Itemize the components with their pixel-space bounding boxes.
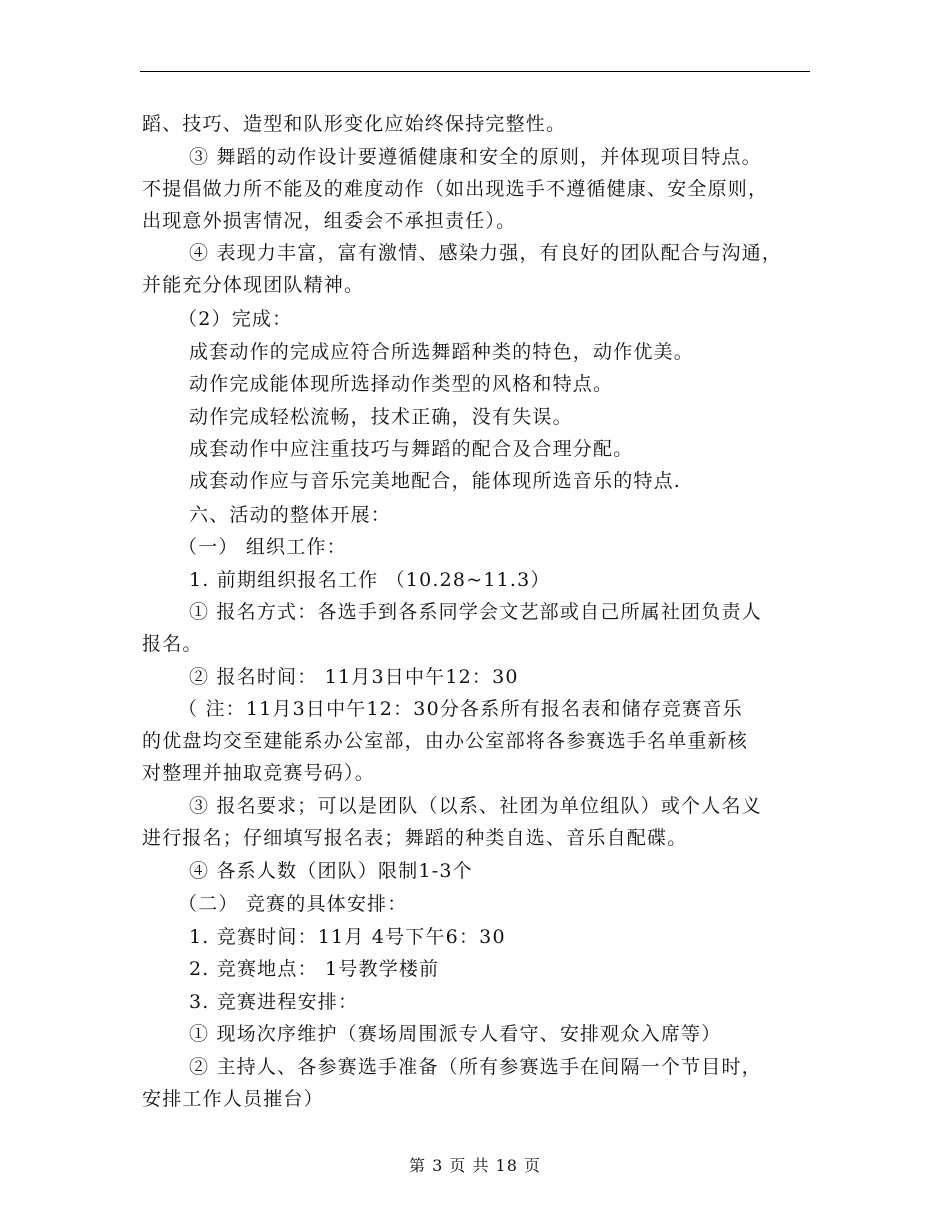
text-line: ② 报名时间： 11月3日中午12：30 (189, 666, 519, 688)
text-line: 进行报名；仔细填写报名表；舞蹈的种类自选、音乐自配碟。 (142, 827, 688, 849)
header-rule (140, 71, 810, 72)
text-line: （一） 组织工作： (178, 536, 347, 558)
text-line: （ 注：11月3日中午12：30分各系所有报名表和储存竞赛音乐 (178, 698, 743, 720)
text-line: 并能充分体现团队精神。 (142, 274, 365, 296)
text-line: 2. 竞赛地点： 1号教学楼前 (189, 958, 440, 980)
text-line: 动作完成能体现所选择动作类型的风格和特点。 (189, 373, 614, 395)
text-line: 成套动作中应注重技巧与舞蹈的配合及合理分配。 (189, 438, 634, 460)
text-line: ② 主持人、各参赛选手准备（所有参赛选手在间隔一个节目时， (189, 1056, 762, 1078)
text-line: 3. 竞赛进程安排： (189, 991, 359, 1013)
text-line: 蹈、技巧、造型和队形变化应始终保持完整性。 (142, 113, 567, 135)
text-line: 报名。 (142, 633, 203, 655)
text-line: ① 报名方式：各选手到各系同学会文艺部或自己所属社团负责人 (189, 601, 762, 623)
text-line: 1. 竞赛时间：11月 4号下午6：30 (189, 926, 506, 948)
text-line: ③ 报名要求；可以是团队（以系、社团为单位组队）或个人名义 (189, 795, 762, 817)
text-line: 成套动作的完成应符合所选舞蹈种类的特色，动作优美。 (189, 341, 695, 363)
text-line: 对整理并抽取竞赛号码）。 (142, 762, 375, 784)
page-number: 第 3 页 共 18 页 (409, 1156, 541, 1175)
text-line: 的优盘均交至建能系办公室部，由办公室部将各参赛选手名单重新核 (142, 730, 749, 752)
text-line: 1. 前期组织报名工作 （10.28~11.3） (189, 569, 551, 591)
text-line: 成套动作应与音乐完美地配合，能体现所选音乐的特点. (189, 470, 682, 492)
text-line: ④ 各系人数（团队）限制1-3个 (189, 860, 473, 882)
text-line: 动作完成轻松流畅，技术正确，没有失误。 (189, 406, 573, 428)
text-line: 不提倡做力所不能及的难度动作（如出现选手不遵循健康、安全原则， (142, 178, 769, 200)
text-line: （2）完成： (178, 308, 293, 330)
text-line: 出现意外损害情况，组委会不承担责任）。 (142, 210, 517, 232)
text-line: 六、活动的整体开展： (189, 504, 392, 526)
text-line: （二） 竞赛的具体安排： (178, 893, 408, 915)
text-line: ④ 表现力丰富，富有激情、感染力强，有良好的团队配合与沟通， (189, 242, 783, 264)
text-line: ③ 舞蹈的动作设计要遵循健康和安全的原则，并体现项目特点。 (189, 146, 762, 168)
text-line: ① 现场次序维护（赛场周围派专人看守、安排观众入席等） (189, 1023, 722, 1045)
text-line: 安排工作人员摧台） (142, 1088, 324, 1110)
